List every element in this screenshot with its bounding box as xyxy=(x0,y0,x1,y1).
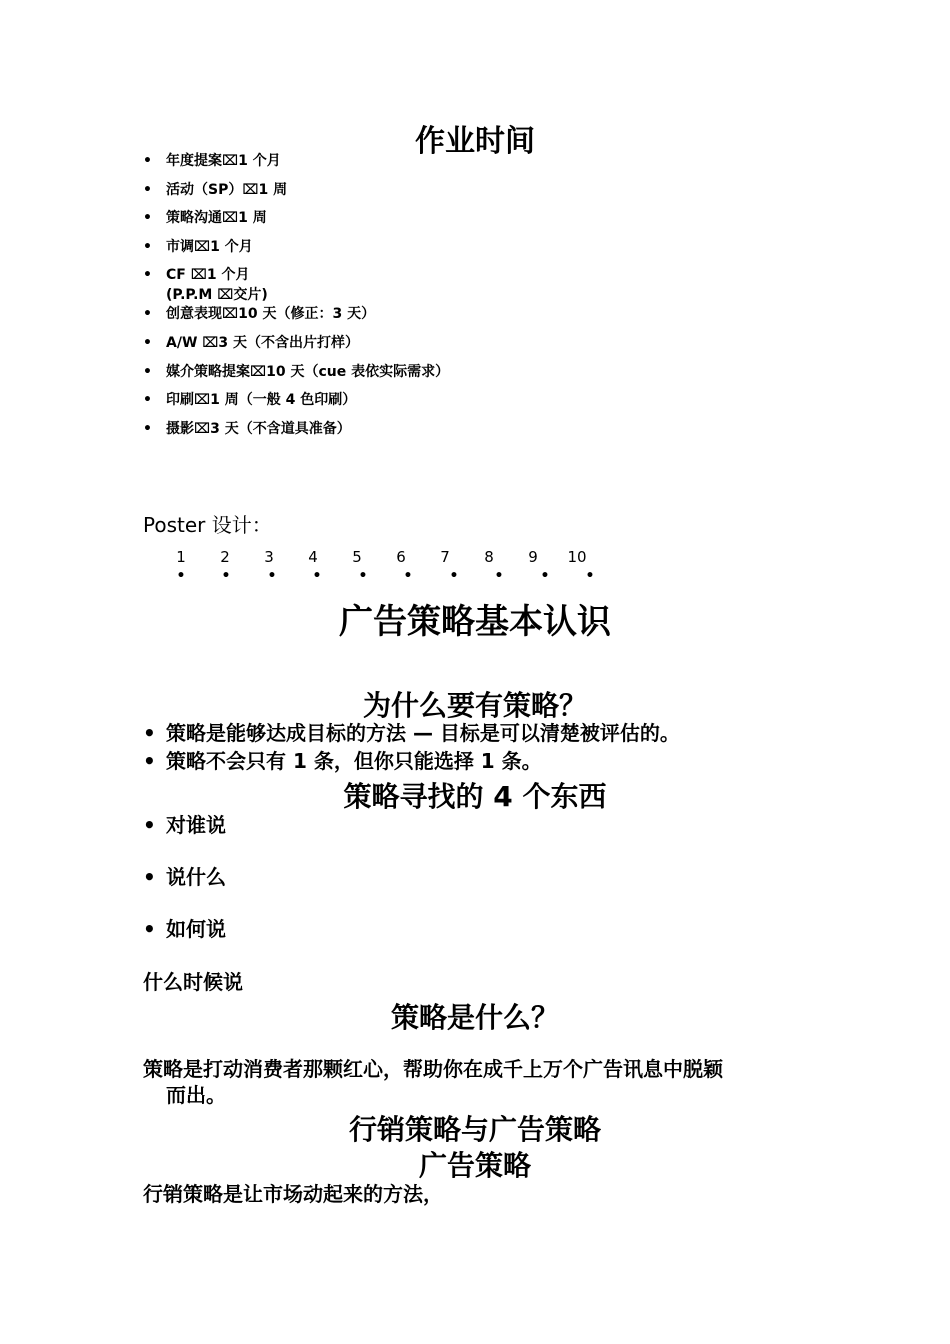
bullet-icon: • xyxy=(221,568,231,584)
poster-number: 7 xyxy=(440,548,450,566)
bullet-icon: • xyxy=(143,182,152,198)
bullet-icon: • xyxy=(143,392,152,408)
bullet-icon: • xyxy=(143,865,156,889)
poster-number: 1 xyxy=(176,548,186,566)
bullet-icon: • xyxy=(494,568,504,584)
what-heading: 策略是什么？ xyxy=(390,1001,559,1034)
four-things-text: 如何说 xyxy=(166,917,226,941)
poster-number: 2 xyxy=(220,548,230,566)
section-title: 广告策略基本认识 xyxy=(339,602,611,642)
bullet-icon: • xyxy=(540,568,550,584)
four-things-extra: 什么时候说 xyxy=(143,970,243,994)
bullet-icon: • xyxy=(143,306,152,322)
marketing-heading: 行销策略与广告策略 xyxy=(348,1113,601,1146)
schedule-text: (P.P.M ⌧交片) xyxy=(166,287,268,303)
schedule-text: 活动（SP）⌧1 周 xyxy=(166,182,288,198)
bullet-icon: • xyxy=(176,568,186,584)
bullet-icon: • xyxy=(312,568,322,584)
bullet-icon: • xyxy=(143,239,152,255)
poster-number: 5 xyxy=(352,548,362,566)
bullet-icon: • xyxy=(143,721,156,745)
bullet-icon: • xyxy=(449,568,459,584)
poster-number: 9 xyxy=(528,548,538,566)
advertising-heading: 广告策略 xyxy=(418,1149,531,1182)
poster-number: 4 xyxy=(308,548,318,566)
why-text: 策略是能够达成目标的方法 — 目标是可以清楚被评估的。 xyxy=(166,721,680,745)
four-things-heading: 策略寻找的 4 个东西 xyxy=(343,780,607,813)
what-text-continuation: 而出。 xyxy=(166,1083,226,1107)
schedule-text: 媒介策略提案⌧10 天（cue 表依实际需求） xyxy=(166,364,450,380)
bullet-icon: • xyxy=(143,749,156,773)
bullet-icon: • xyxy=(403,568,413,584)
bullet-icon: • xyxy=(358,568,368,584)
poster-label: Poster 设计： xyxy=(143,513,272,537)
schedule-text: 印刷⌧1 周（一般 4 色印刷） xyxy=(166,392,357,408)
page-title: 作业时间 xyxy=(415,124,535,159)
marketing-text: 行销策略是让市场动起来的方法， xyxy=(143,1182,443,1206)
schedule-text: 年度提案⌧1 个月 xyxy=(166,153,281,169)
why-heading: 为什么要有策略？ xyxy=(362,689,587,722)
four-things-text: 说什么 xyxy=(166,865,226,889)
bullet-icon: • xyxy=(143,335,152,351)
schedule-text: 市调⌧1 个月 xyxy=(166,239,253,255)
bullet-icon: • xyxy=(143,210,152,226)
schedule-text: CF ⌧1 个月 xyxy=(166,267,250,283)
four-things-text: 对谁说 xyxy=(166,813,226,837)
bullet-icon: • xyxy=(143,813,156,837)
schedule-text: 策略沟通⌧1 周 xyxy=(166,210,267,226)
why-text: 策略不会只有 1 条，但你只能选择 1 条。 xyxy=(166,749,542,773)
bullet-icon: • xyxy=(143,917,156,941)
schedule-text: 摄影⌧3 天（不含道具准备） xyxy=(166,421,351,437)
bullet-icon: • xyxy=(585,568,595,584)
poster-number: 10 xyxy=(567,548,587,566)
bullet-icon: • xyxy=(143,153,152,169)
poster-number: 3 xyxy=(264,548,274,566)
bullet-icon: • xyxy=(143,364,152,380)
schedule-text: A/W ⌧3 天（不含出片打样） xyxy=(166,335,360,351)
what-text: 策略是打动消费者那颗红心，帮助你在成千上万个广告讯息中脱颖 xyxy=(143,1057,723,1081)
schedule-text: 创意表现⌧10 天（修正：3 天） xyxy=(166,306,376,322)
poster-number: 6 xyxy=(396,548,406,566)
bullet-icon: • xyxy=(143,421,152,437)
bullet-icon: • xyxy=(143,267,152,283)
bullet-icon: • xyxy=(267,568,277,584)
poster-number: 8 xyxy=(484,548,494,566)
